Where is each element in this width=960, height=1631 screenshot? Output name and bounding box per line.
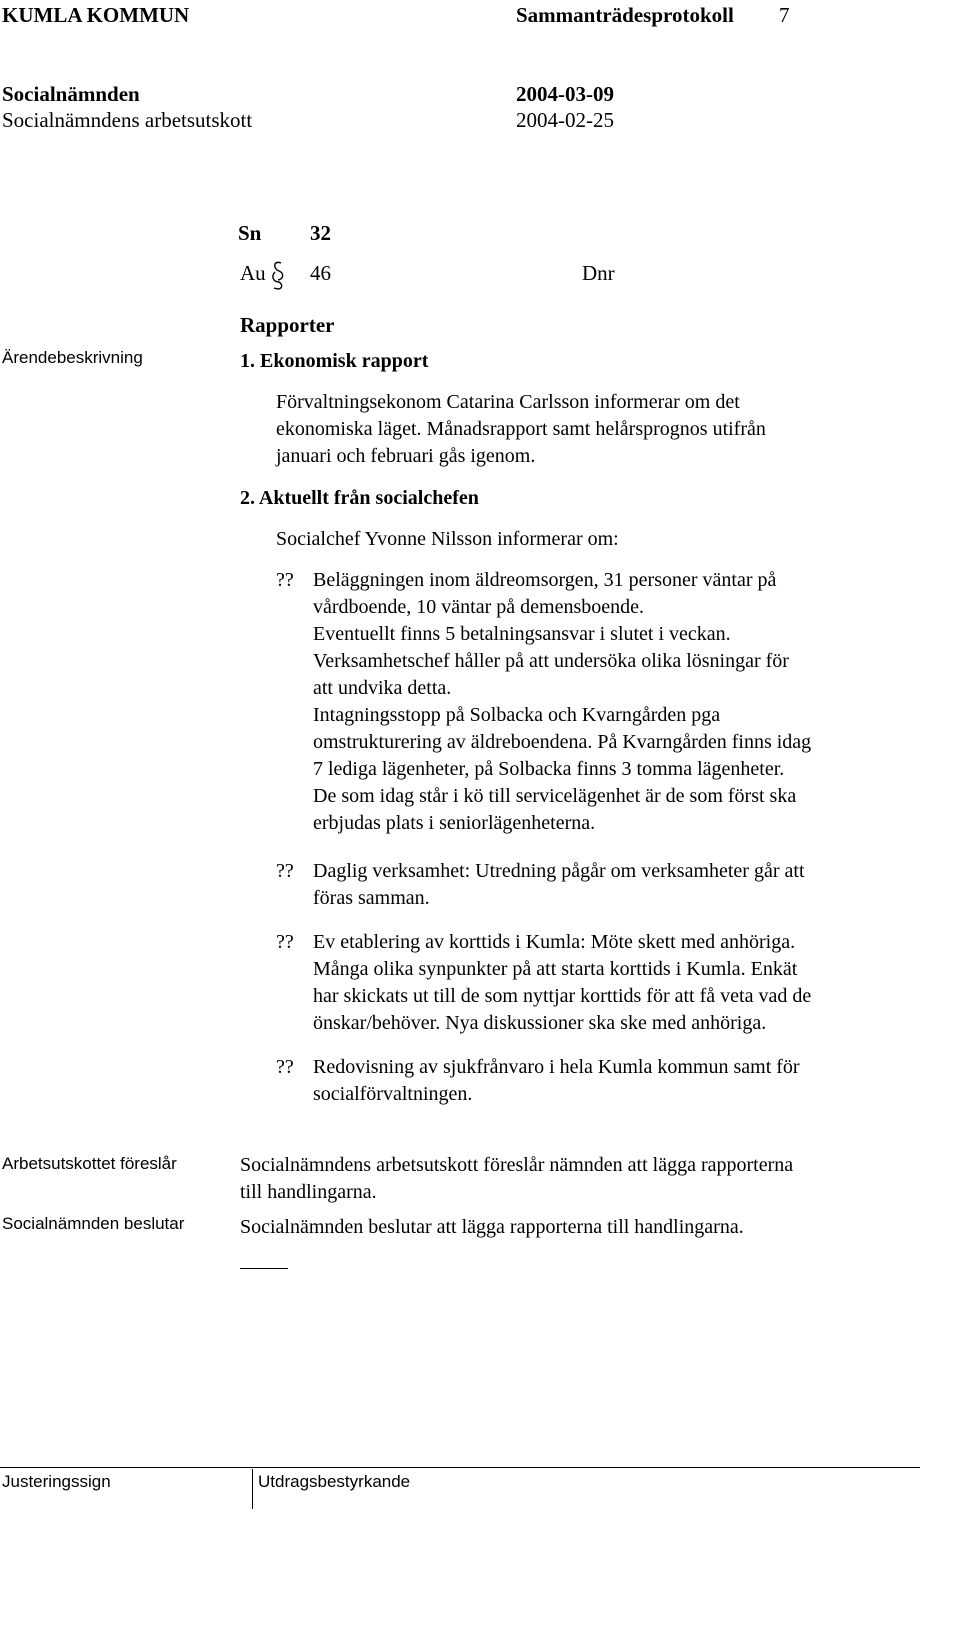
item1-line: Förvaltningsekonom Catarina Carlsson informerar om det <box>276 391 740 413</box>
bullet-line: Intagningsstopp på Solbacka och Kvarngården pga <box>313 704 721 726</box>
bullet-line: vårdboende, 10 väntar på demensboende. <box>313 596 644 618</box>
bullet-line: erbjudas plats i seniorlägenheterna. <box>313 812 596 834</box>
bullet-line: har skickats ut till de som nyttjar korttids för att få veta vad de <box>313 985 812 1007</box>
bullet-text <box>313 567 811 837</box>
bullet-line: Beläggningen inom äldreomsorgen, 31 personer väntar på <box>313 569 777 591</box>
meeting-date-secondary: 2004-02-25 <box>516 108 614 132</box>
dnr-label: Dnr <box>582 261 615 285</box>
bullet-mark: ?? <box>276 1056 294 1078</box>
footer-utdragsbestyrkande: Utdragsbestyrkande <box>258 1472 411 1491</box>
proposal-line: till handlingarna. <box>240 1181 377 1203</box>
bullet-line: 7 lediga lägenheter, på Solbacka finns 3 tomma lägenheter. <box>313 758 785 780</box>
bullet-line: socialförvaltningen. <box>313 1083 473 1105</box>
item1-body <box>276 389 766 470</box>
bullet-line: Ev etablering av korttids i Kumla: Möte skett med anhöriga. <box>313 931 796 953</box>
item2-heading: 2. Aktuellt från socialchefen <box>240 487 479 509</box>
bullet-text <box>313 858 805 912</box>
proposal-text <box>240 1152 793 1206</box>
footer-justeringssign: Justeringssign <box>2 1472 111 1491</box>
bullet-line: önskar/behöver. Nya diskussioner ska ske med anhöriga. <box>313 1012 767 1034</box>
au-number: 46 <box>310 261 331 285</box>
item1-line: januari och februari gås igenom. <box>276 445 536 467</box>
item1-line: ekonomiska läget. Månadsrapport samt helårsprognos utifrån <box>276 418 766 440</box>
footer-rule <box>0 1467 920 1468</box>
bullet-line: omstrukturering av äldreboendena. På Kvarngården finns idag <box>313 731 812 753</box>
footer-divider <box>252 1469 253 1509</box>
meeting-body-secondary: Socialnämndens arbetsutskott <box>2 108 253 132</box>
bullet-mark: ?? <box>276 569 294 591</box>
label-socialnamnden-beslutar: Socialnämnden beslutar <box>2 1214 185 1233</box>
sn-label: Sn <box>238 221 262 245</box>
bullet-line: De som idag står i kö till servicelägenhet är de som först ska <box>313 785 797 807</box>
decision-text: Socialnämnden beslutar att lägga rapporterna till handlingarna. <box>240 1216 744 1238</box>
org-name: KUMLA KOMMUN <box>2 3 190 27</box>
section-sign-icon <box>270 258 286 292</box>
document-type: Sammanträdesprotokoll <box>516 3 734 27</box>
page-number: 7 <box>779 3 790 27</box>
meeting-date-primary: 2004-03-09 <box>516 82 614 106</box>
bullet-line: Många olika synpunkter på att starta korttids i Kumla. Enkät <box>313 958 798 980</box>
page-title: Rapporter <box>240 313 335 337</box>
meeting-body-primary: Socialnämnden <box>2 82 140 106</box>
bullet-text <box>313 929 811 1037</box>
bullet-text <box>313 1054 800 1108</box>
item1-heading: 1. Ekonomisk rapport <box>240 350 429 372</box>
bullet-line: att undvika detta. <box>313 677 452 699</box>
bullet-line: Eventuellt finns 5 betalningsansvar i slutet i veckan. <box>313 623 731 645</box>
bullet-mark: ?? <box>276 860 294 882</box>
au-label: Au <box>240 261 266 285</box>
end-rule <box>240 1268 288 1269</box>
bullet-line: Redovisning av sjukfrånvaro i hela Kumla kommun samt för <box>313 1056 800 1078</box>
bullet-line: Daglig verksamhet: Utredning pågår om verksamheter går att <box>313 860 805 882</box>
item2-intro: Socialchef Yvonne Nilsson informerar om: <box>276 528 619 550</box>
sn-number: 32 <box>310 221 331 245</box>
label-arbetsutskottet-foreslar: Arbetsutskottet föreslår <box>2 1154 177 1173</box>
bullet-line: föras samman. <box>313 887 430 909</box>
bullet-mark: ?? <box>276 931 294 953</box>
proposal-line: Socialnämndens arbetsutskott föreslår nämnden att lägga rapporterna <box>240 1154 794 1176</box>
label-arendebeskrivning: Ärendebeskrivning <box>2 348 143 367</box>
bullet-line: Verksamhetschef håller på att undersöka olika lösningar för <box>313 650 789 672</box>
